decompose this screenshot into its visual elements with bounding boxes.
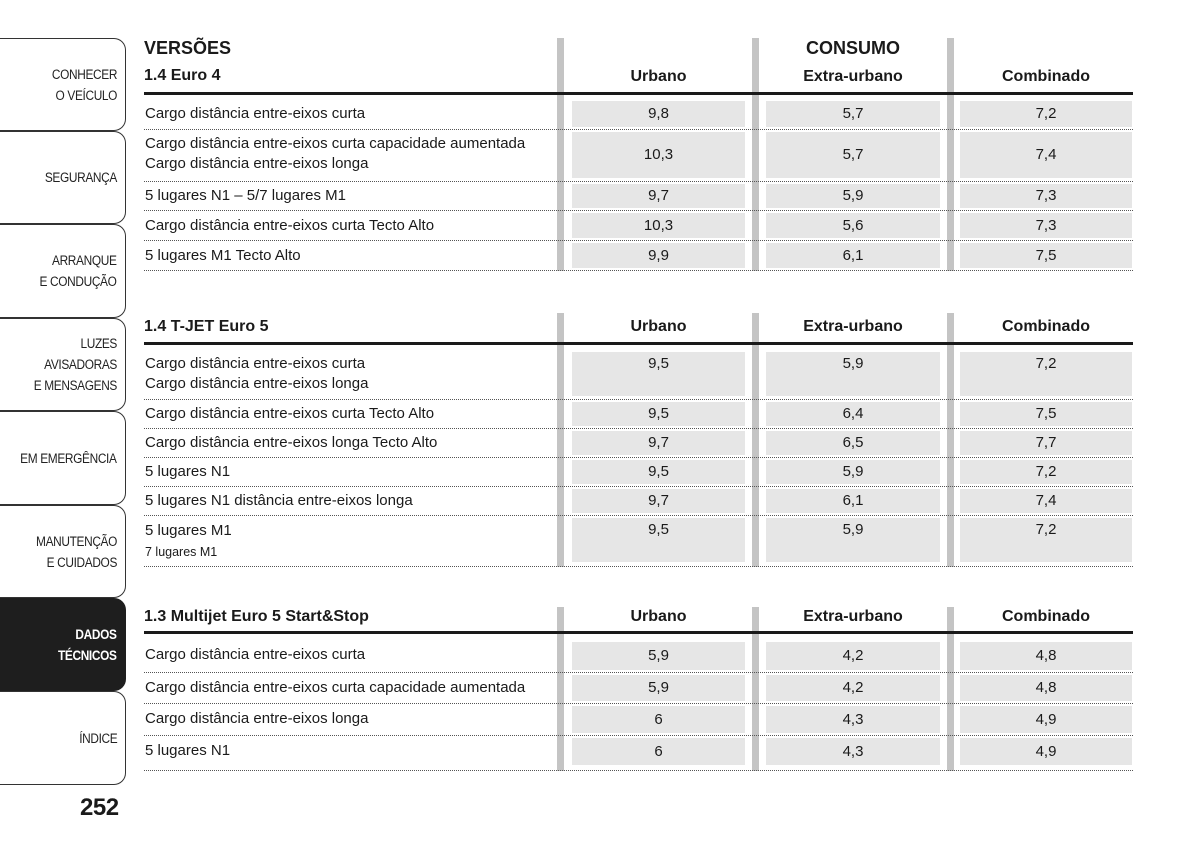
- value-urbano: 9,5: [572, 460, 745, 484]
- value-combinado: 7,3: [960, 184, 1132, 208]
- column-header-urbano: Urbano: [630, 68, 687, 85]
- value-extra-urbano: 4,3: [766, 706, 940, 733]
- value-combinado: 4,8: [960, 675, 1132, 701]
- value-urbano: 10,3: [572, 213, 745, 238]
- tab-label: CONHECER O VEÍCULO: [51, 66, 117, 103]
- tab-manutencao-e-cuidados[interactable]: [0, 505, 126, 598]
- tab-seguranca[interactable]: [0, 131, 126, 224]
- page-number: 252: [80, 794, 119, 821]
- value-urbano: 10,3: [572, 132, 745, 178]
- table-row: [144, 182, 1133, 211]
- table-row: [144, 458, 1133, 487]
- table-row: [144, 400, 1133, 429]
- consumption-table-tjet: [144, 313, 1133, 569]
- tab-label: LUZES AVISADORAS E MENSAGENS: [33, 336, 118, 393]
- value-extra-urbano: 6,5: [766, 431, 940, 455]
- value-urbano: 5,9: [572, 642, 745, 670]
- value-extra-urbano: 6,1: [766, 489, 940, 513]
- value-urbano: 9,7: [572, 184, 745, 208]
- row-label-line2: 7 lugares M1: [145, 545, 218, 559]
- column-header-combinado: Combinado: [1002, 318, 1090, 335]
- value-extra-urbano: 5,9: [766, 518, 940, 562]
- value-extra-urbano: 6,4: [766, 402, 940, 426]
- consumption-table-euro4: [144, 38, 1133, 273]
- row-label: Cargo distância entre-eixos longa: [145, 710, 369, 727]
- row-label: 5 lugares N1: [145, 463, 231, 480]
- value-extra-urbano: 4,2: [766, 642, 940, 670]
- row-label: Cargo distância entre-eixos curta capacidade aumentada: [145, 679, 526, 696]
- tab-label: EM EMERGÊNCIA: [20, 450, 117, 466]
- table-row: [144, 673, 1133, 704]
- value-combinado: 7,3: [960, 213, 1132, 238]
- column-header-urbano: Urbano: [630, 318, 687, 335]
- tab-label: DADOS TÉCNICOS: [58, 626, 117, 663]
- table-row: [144, 704, 1133, 736]
- table-row: [144, 130, 1133, 182]
- row-label: Cargo distância entre-eixos curta: [145, 646, 366, 663]
- versions-heading: VERSÕES: [144, 38, 232, 58]
- value-combinado: 4,8: [960, 642, 1132, 670]
- tab-luzes-avisadoras[interactable]: [0, 318, 126, 411]
- row-label: Cargo distância entre-eixos curta: [145, 105, 366, 122]
- row-label-line2: Cargo distância entre-eixos longa: [145, 155, 369, 172]
- consumption-heading: CONSUMO: [806, 38, 900, 58]
- value-extra-urbano: 5,9: [766, 352, 940, 396]
- value-extra-urbano: 5,7: [766, 101, 940, 127]
- value-urbano: 9,5: [572, 402, 745, 426]
- row-label-line2: Cargo distância entre-eixos longa: [145, 375, 369, 392]
- value-urbano: 6: [572, 706, 745, 733]
- value-combinado: 7,5: [960, 402, 1132, 426]
- value-urbano: 9,5: [572, 518, 745, 562]
- table-row: [144, 241, 1133, 271]
- row-label: 5 lugares N1 – 5/7 lugares M1: [145, 187, 346, 204]
- row-label: 5 lugares M1: [145, 522, 232, 539]
- tab-em-emergencia[interactable]: [0, 411, 126, 505]
- value-urbano: 9,8: [572, 101, 745, 127]
- value-extra-urbano: 4,2: [766, 675, 940, 701]
- tab-label: ARRANQUE E CONDUÇÃO: [39, 253, 117, 289]
- value-extra-urbano: 5,9: [766, 460, 940, 484]
- table-row: [144, 516, 1133, 567]
- column-header-extra-urbano: Extra-urbano: [803, 68, 903, 85]
- value-urbano: 6: [572, 738, 745, 765]
- row-label: 5 lugares M1 Tecto Alto: [145, 247, 301, 264]
- value-urbano: 5,9: [572, 675, 745, 701]
- consumption-table-multijet: [144, 607, 1133, 773]
- value-extra-urbano: 5,7: [766, 132, 940, 178]
- section-title: 1.3 Multijet Euro 5 Start&Stop: [144, 608, 369, 625]
- value-combinado: 7,2: [960, 518, 1132, 562]
- value-combinado: 4,9: [960, 738, 1132, 765]
- column-header-extra-urbano: Extra-urbano: [803, 318, 903, 335]
- value-combinado: 7,2: [960, 460, 1132, 484]
- tab-indice[interactable]: [0, 691, 126, 785]
- row-label: Cargo distância entre-eixos curta Tecto Alto: [145, 217, 435, 234]
- table-row: [144, 345, 1133, 400]
- value-extra-urbano: 5,6: [766, 213, 940, 238]
- column-header-combinado: Combinado: [1002, 608, 1090, 625]
- column-header-combinado: Combinado: [1002, 68, 1090, 85]
- table-row: [144, 211, 1133, 241]
- column-header-extra-urbano: Extra-urbano: [803, 608, 903, 625]
- value-urbano: 9,7: [572, 431, 745, 455]
- row-label: Cargo distância entre-eixos curta capacidade aumentada: [145, 135, 526, 152]
- value-combinado: 7,4: [960, 489, 1132, 513]
- value-combinado: 7,2: [960, 101, 1132, 127]
- value-urbano: 9,7: [572, 489, 745, 513]
- table-row: [144, 634, 1133, 673]
- value-combinado: 7,5: [960, 243, 1132, 268]
- table-row: [144, 95, 1133, 130]
- value-urbano: 9,9: [572, 243, 745, 268]
- column-header-urbano: Urbano: [630, 608, 687, 625]
- value-urbano: 9,5: [572, 352, 745, 396]
- table-row: [144, 429, 1133, 458]
- tab-label: MANUTENÇÃO E CUIDADOS: [36, 533, 117, 570]
- table-row: [144, 736, 1133, 771]
- table-row: [144, 487, 1133, 516]
- tab-label: ÍNDICE: [78, 730, 117, 746]
- value-combinado: 7,2: [960, 352, 1132, 396]
- section-title: 1.4 Euro 4: [144, 67, 221, 84]
- tab-conhecer-o-veiculo[interactable]: [0, 38, 126, 131]
- value-extra-urbano: 5,9: [766, 184, 940, 208]
- tab-dados-tecnicos[interactable]: [0, 598, 126, 691]
- tab-label: SEGURANÇA: [44, 170, 117, 185]
- value-combinado: 7,4: [960, 132, 1132, 178]
- value-combinado: 7,7: [960, 431, 1132, 455]
- row-label: Cargo distância entre-eixos curta: [145, 355, 366, 372]
- row-label: Cargo distância entre-eixos longa Tecto Alto: [145, 434, 438, 451]
- section-title: 1.4 T-JET Euro 5: [144, 318, 269, 335]
- row-label: 5 lugares N1 distância entre-eixos longa: [145, 492, 413, 509]
- value-extra-urbano: 4,3: [766, 738, 940, 765]
- row-label: 5 lugares N1: [145, 742, 231, 759]
- row-label: Cargo distância entre-eixos curta Tecto Alto: [145, 405, 435, 422]
- value-extra-urbano: 6,1: [766, 243, 940, 268]
- tab-arranque-e-conducao[interactable]: [0, 224, 126, 318]
- value-combinado: 4,9: [960, 706, 1132, 733]
